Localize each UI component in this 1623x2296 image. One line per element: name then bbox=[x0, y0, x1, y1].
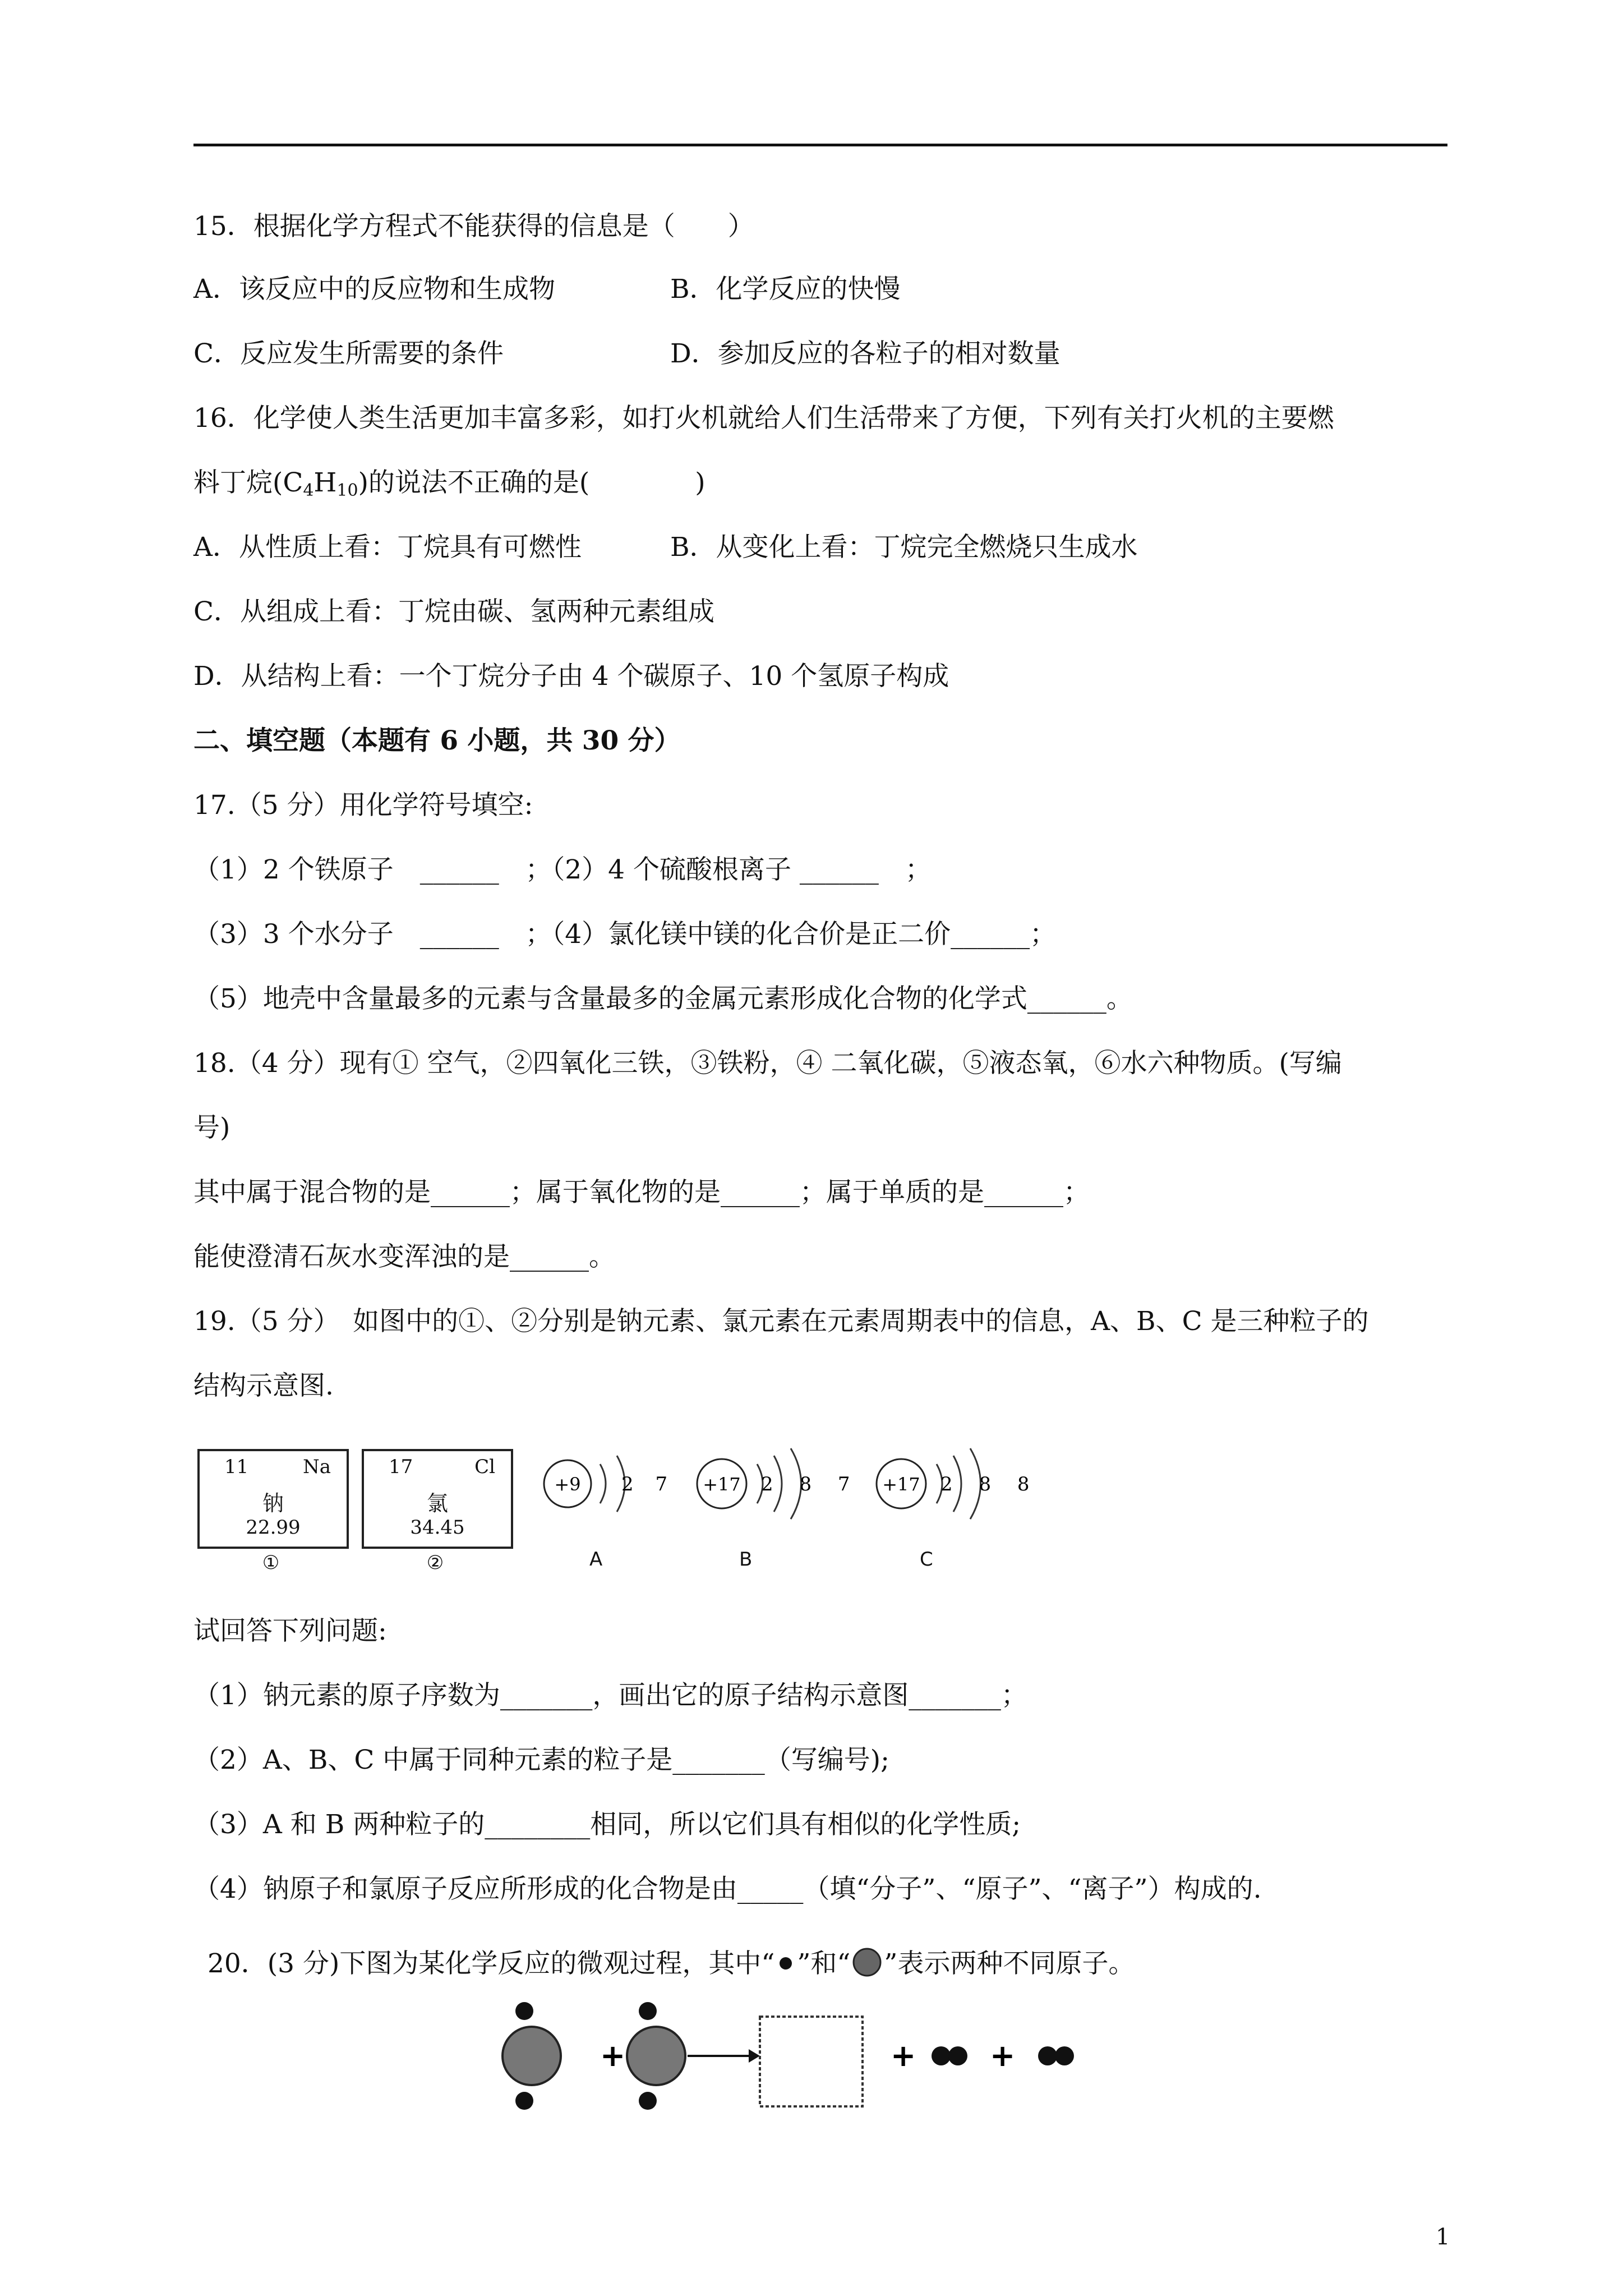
q16-option-c: C．从组成上看：丁烷由碳、氢两种元素组成 bbox=[193, 596, 714, 627]
q15-option-d: D．参加反应的各粒子的相对数量 bbox=[670, 338, 1061, 369]
q19-part2: （2）A、B、C 中属于同种元素的粒子是_______（写编号); bbox=[193, 1745, 889, 1775]
atom-diagram-a bbox=[533, 1442, 679, 1526]
q16-stem-line2: 料丁烷$(C_4H_{10})$的说法不正确的是( ) bbox=[193, 467, 706, 500]
atom-label-a: A bbox=[589, 1548, 603, 1571]
svg-text:+17: +17 bbox=[882, 1474, 920, 1495]
sodium-card-label: ① bbox=[262, 1552, 280, 1574]
svg-text:+: + bbox=[990, 2038, 1016, 2073]
q18-line2: 号) bbox=[193, 1112, 230, 1143]
q15-option-a: A．该反应中的反应物和生成物 bbox=[193, 274, 555, 305]
q18-line4: 能使澄清石灰水变浑浊的是______。 bbox=[193, 1241, 615, 1272]
chlorine-mass: 34.45 bbox=[410, 1516, 465, 1539]
q18-line1: 18.（4 分）现有① 空气，②四氧化三铁，③铁粉，④ 二氧化碳，⑤液态氧，⑥水六种物质。(写编 bbox=[193, 1048, 1342, 1079]
q19-part4: （4）钠原子和氯原子反应所形成的化合物是由_____（填“分子”、“原子”、“离子”）构成的. bbox=[193, 1874, 1262, 1904]
q15-option-c: C．反应发生所需要的条件 bbox=[193, 338, 504, 369]
q19-part1: （1）钠元素的原子序数为_______，画出它的原子结构示意图_______； bbox=[193, 1680, 1027, 1711]
q19-part3: （3）A 和 B 两种粒子的________相同，所以它们具有相似的化学性质; bbox=[193, 1809, 1021, 1840]
svg-text:+9: +9 bbox=[554, 1474, 581, 1495]
reactant-molecule-1 bbox=[502, 2002, 561, 2110]
q16-stem-line1: 16．化学使人类生活更加丰富多彩，如打火机就给人们生活带来了方便，下列有关打火机的主要燃 bbox=[193, 403, 1334, 434]
sodium-symbol: Na bbox=[302, 1456, 331, 1478]
sodium-atomic-number: 11 bbox=[224, 1456, 249, 1478]
q17-line2: （3）3 个水分子 ______ ；（4）氯化镁中镁的化合价是正二价______； bbox=[193, 919, 1057, 950]
q19-line2: 结构示意图. bbox=[193, 1370, 334, 1401]
chlorine-symbol: Cl bbox=[474, 1456, 495, 1478]
svg-text:+: + bbox=[600, 2038, 626, 2073]
q17-stem: 17.（5 分）用化学符号填空: bbox=[193, 790, 533, 821]
q15-stem: 15．根据化学方程式不能获得的信息是（ ） bbox=[193, 211, 754, 242]
q16-option-d: D．从结构上看：一个丁烷分子由 4 个碳原子、10 个氢原子构成 bbox=[193, 661, 949, 692]
chlorine-element-card bbox=[362, 1449, 513, 1549]
sodium-mass: 22.99 bbox=[246, 1516, 301, 1539]
section2-heading: 二、填空题（本题有 6 小题，共 30 分） bbox=[193, 725, 681, 756]
sodium-element-card bbox=[197, 1449, 349, 1549]
atom-label-b: B bbox=[739, 1548, 753, 1571]
sodium-name: 钠 bbox=[262, 1491, 284, 1516]
q17-line1: （1）2 个铁原子 ______ ；（2）4 个硫酸根离子 ______ ； bbox=[193, 854, 932, 885]
product-molecule-1 bbox=[932, 2046, 967, 2065]
reactant-molecule-2 bbox=[627, 2002, 685, 2110]
small-atom-icon bbox=[774, 1952, 797, 1975]
atom-diagram-c bbox=[866, 1442, 1046, 1526]
q16-option-a: A．从性质上看：丁烷具有可燃性 bbox=[193, 532, 582, 563]
atom-label-c: C bbox=[920, 1548, 933, 1571]
q15-option-b: B．化学反应的快慢 bbox=[670, 274, 901, 305]
svg-text:2 8 8: 2 8 8 bbox=[940, 1473, 1040, 1496]
reaction-diagram bbox=[488, 2000, 1099, 2112]
large-atom-icon bbox=[850, 1947, 884, 1978]
chlorine-atomic-number: 17 bbox=[389, 1456, 413, 1478]
svg-text:2 7: 2 7 bbox=[621, 1473, 676, 1496]
q17-line3: （5）地壳中含量最多的元素与含量最多的金属元素形成化合物的化学式______。 bbox=[193, 983, 1133, 1014]
header-rule bbox=[193, 144, 1447, 146]
svg-text:+17: +17 bbox=[703, 1474, 741, 1495]
q19-line1: 19.（5 分） 如图中的①、②分别是钠元素、氯元素在元素周期表中的信息，A、B、C 是三种粒子的 bbox=[193, 1306, 1369, 1337]
chlorine-name: 氯 bbox=[426, 1491, 448, 1516]
q16-option-b: B．从变化上看：丁烷完全燃烧只生成水 bbox=[670, 532, 1138, 563]
page-number: 1 bbox=[1436, 2224, 1450, 2250]
chlorine-card-label: ② bbox=[426, 1552, 444, 1574]
atom-diagram-b bbox=[687, 1442, 866, 1526]
product-molecule-2 bbox=[1038, 2046, 1074, 2065]
svg-text:+: + bbox=[891, 2038, 916, 2073]
q20-stem: 20．(3 分)下图为某化学反应的微观过程，其中“ ”和“ ”表示两种不同原子。 bbox=[208, 1947, 1135, 1981]
product-box bbox=[760, 2017, 863, 2106]
q18-line3: 其中属于混合物的是______；属于氧化物的是______；属于单质的是______； bbox=[193, 1177, 1090, 1208]
q19-ask: 试回答下列问题: bbox=[193, 1616, 387, 1646]
svg-text:2 8 7: 2 8 7 bbox=[761, 1473, 860, 1496]
